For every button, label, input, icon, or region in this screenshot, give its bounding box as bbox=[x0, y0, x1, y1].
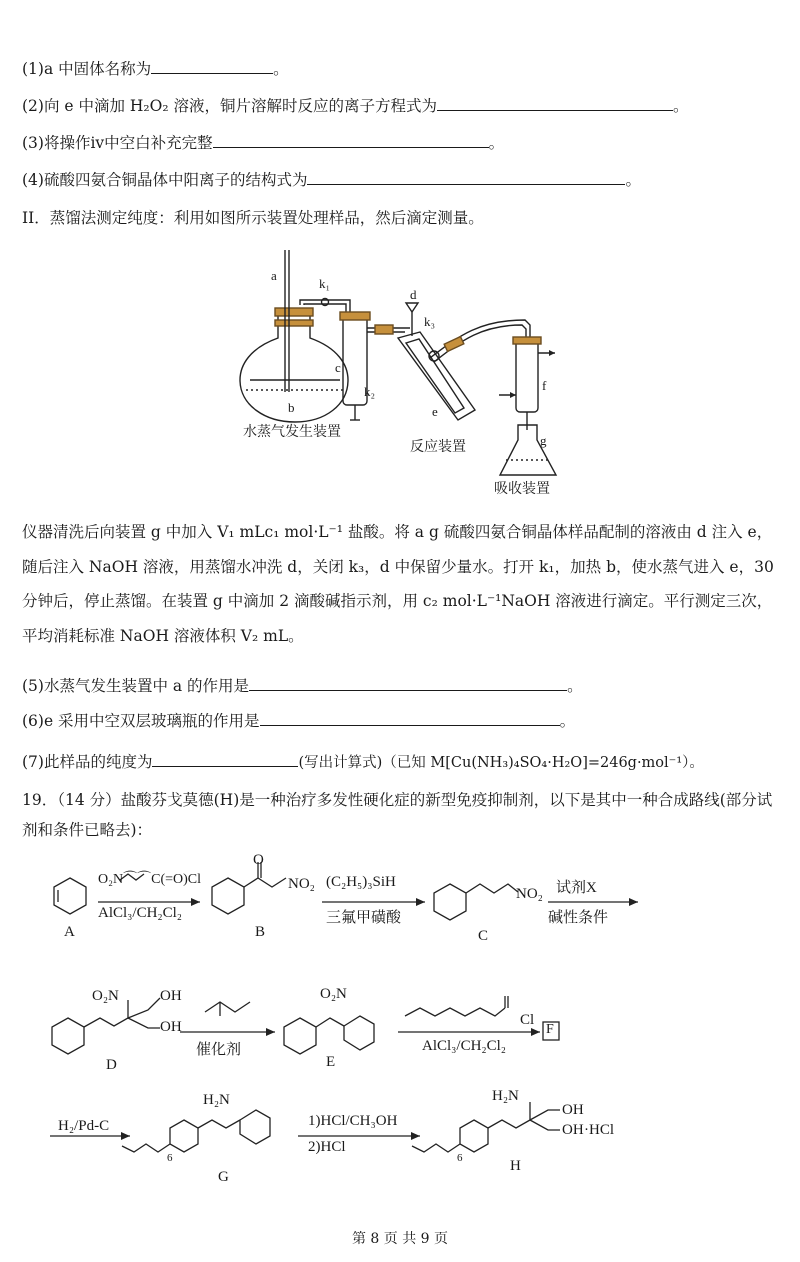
label-k3: k₃ bbox=[424, 314, 436, 329]
compound-H-oh-2: OH bbox=[562, 1122, 584, 1138]
label-b: b bbox=[288, 400, 295, 415]
compound-H-oh-1: OH bbox=[562, 1102, 584, 1118]
label-d: d bbox=[410, 287, 417, 302]
answer-blank-2[interactable] bbox=[437, 96, 673, 111]
question-19-header: 19．（14 分）盐酸芬戈莫德(H)是一种治疗多发性硬化症的新型免疫抑制剂，以下是其中一种合成路线(部分试剂和条件已略去)： bbox=[22, 791, 773, 839]
label-g: g bbox=[540, 433, 547, 448]
question-3: (3)将操作iv中空白补充完整 。 bbox=[22, 134, 505, 152]
label-e: e bbox=[432, 404, 438, 419]
question-4: (4)硫酸四氨合铜晶体中阳离子的结构式为 。 bbox=[22, 171, 641, 189]
compound-H-hcl: ·HCl bbox=[584, 1122, 614, 1138]
compound-H-nh2: H₂N bbox=[492, 1088, 519, 1104]
label-c: c bbox=[335, 360, 341, 375]
compound-G-label: G bbox=[218, 1169, 229, 1185]
caption-steam-generator: 水蒸气发生装置 bbox=[243, 424, 341, 440]
compound-B-oxygen: O bbox=[253, 852, 264, 868]
answer-blank-1[interactable] bbox=[151, 59, 273, 74]
compound-H-label: H bbox=[510, 1158, 521, 1174]
compound-D-label: D bbox=[106, 1057, 117, 1073]
label-k2: k₂ bbox=[364, 384, 376, 399]
question-4-text: (4)硫酸四氨合铜晶体中阳离子的结构式为 bbox=[22, 171, 308, 189]
reagent-7-bottom: 2)HCl bbox=[308, 1139, 346, 1155]
answer-blank-7[interactable] bbox=[152, 752, 298, 767]
compound-B-label: B bbox=[255, 924, 266, 940]
compound-G-nh2: H₂N bbox=[203, 1092, 230, 1108]
compound-D-oh-2: OH bbox=[160, 1019, 182, 1035]
compound-A-label: A bbox=[64, 924, 75, 940]
reagent-6-top: H₂/Pd-C bbox=[58, 1118, 110, 1134]
compound-H-chain-count: 6 bbox=[457, 1152, 463, 1164]
reagent-5-bottom: AlCl₃/CH₂Cl₂ bbox=[422, 1038, 507, 1054]
compound-B-no2: NO₂ bbox=[288, 876, 315, 892]
answer-blank-3[interactable] bbox=[213, 133, 489, 148]
answer-blank-6[interactable] bbox=[260, 711, 560, 726]
compound-D-o2n: O₂N bbox=[92, 988, 119, 1004]
compound-C-label: C bbox=[478, 928, 489, 944]
distillation-apparatus-diagram bbox=[0, 240, 800, 500]
compound-E-label: E bbox=[326, 1054, 336, 1070]
question-3-text: (3)将操作iv中空白补充完整 bbox=[22, 134, 213, 152]
question-1-text: (1)a 中固体名称为 bbox=[22, 60, 152, 78]
reagent-1-bottom: AlCl₃/CH₂Cl₂ bbox=[98, 905, 183, 921]
answer-blank-4[interactable] bbox=[307, 170, 625, 185]
question-7: (7)此样品的纯度为 (写出计算式)（已知 M[Cu(NH₃)₄SO₄·H₂O]=246g·mol⁻¹）。 bbox=[22, 753, 704, 771]
synthesis-route-diagram bbox=[0, 840, 800, 1200]
label-a: a bbox=[271, 268, 277, 283]
compound-C-no2: NO₂ bbox=[516, 886, 543, 902]
question-1: (1)a 中固体名称为 。 bbox=[22, 60, 289, 78]
compound-E-no2: O₂N bbox=[320, 986, 347, 1002]
question-2: (2)向 e 中滴加 H₂O₂ 溶液，铜片溶解时反应的离子方程式为 。 bbox=[22, 97, 689, 115]
reagent-2-top: (C₂H₅)₃SiH bbox=[326, 874, 396, 890]
caption-absorb: 吸收装置 bbox=[494, 481, 550, 497]
section-2-heading: II．蒸馏法测定纯度：利用如图所示装置处理样品，然后滴定测量。 bbox=[22, 209, 484, 227]
question-5: (5)水蒸气发生装置中 a 的作用是 。 bbox=[22, 677, 583, 695]
compound-G-chain-count: 6 bbox=[167, 1152, 173, 1164]
reagent-3-bottom: 碱性条件 bbox=[548, 910, 609, 926]
label-k1: k₁ bbox=[319, 276, 331, 291]
procedure-paragraph: 仪器清洗后向装置 g 中加入 V₁ mLc₁ mol·L⁻¹ 盐酸。将 a g 硫酸四氨合铜晶体样品配制的溶液由 d 注入 e，随后注入 NaOH 溶液，用蒸馏水冲洗 d，关闭 k₃，d 中保留少量水。打开 k₁，加热 b，使水蒸气进入 e，30 分钟后，停止蒸馏。在装置 g 中滴加 2 滴酸碱指示剂，用 c₂ mol·L⁻¹NaOH 溶液进行滴定。平行测定三次，平均消耗标准 NaOH 溶液体积 V₂ mL。 bbox=[22, 523, 774, 645]
page-footer: 第 8 页 共 9 页 bbox=[351, 1231, 449, 1247]
question-2-text: (2)向 e 中滴加 H₂O₂ 溶液，铜片溶解时反应的离子方程式为 bbox=[22, 97, 437, 115]
answer-blank-5[interactable] bbox=[249, 676, 567, 691]
label-f: f bbox=[542, 378, 547, 393]
reagent-4-bottom: 催化剂 bbox=[196, 1042, 242, 1058]
reagent-7-top: 1)HCl/CH₃OH bbox=[308, 1113, 398, 1129]
compound-F-label: F bbox=[546, 1022, 554, 1037]
reagent-3-top: 试剂X bbox=[556, 880, 597, 896]
compound-D-oh-1: OH bbox=[160, 988, 182, 1004]
caption-reaction: 反应装置 bbox=[410, 439, 466, 455]
reagent-1-top: O₂N⌒⌒C(=O)Cl bbox=[98, 872, 201, 887]
reagent-5-cl: Cl bbox=[520, 1012, 535, 1028]
question-6: (6)e 采用中空双层玻璃瓶的作用是 。 bbox=[22, 712, 576, 730]
reagent-2-bottom: 三氟甲磺酸 bbox=[326, 910, 402, 926]
